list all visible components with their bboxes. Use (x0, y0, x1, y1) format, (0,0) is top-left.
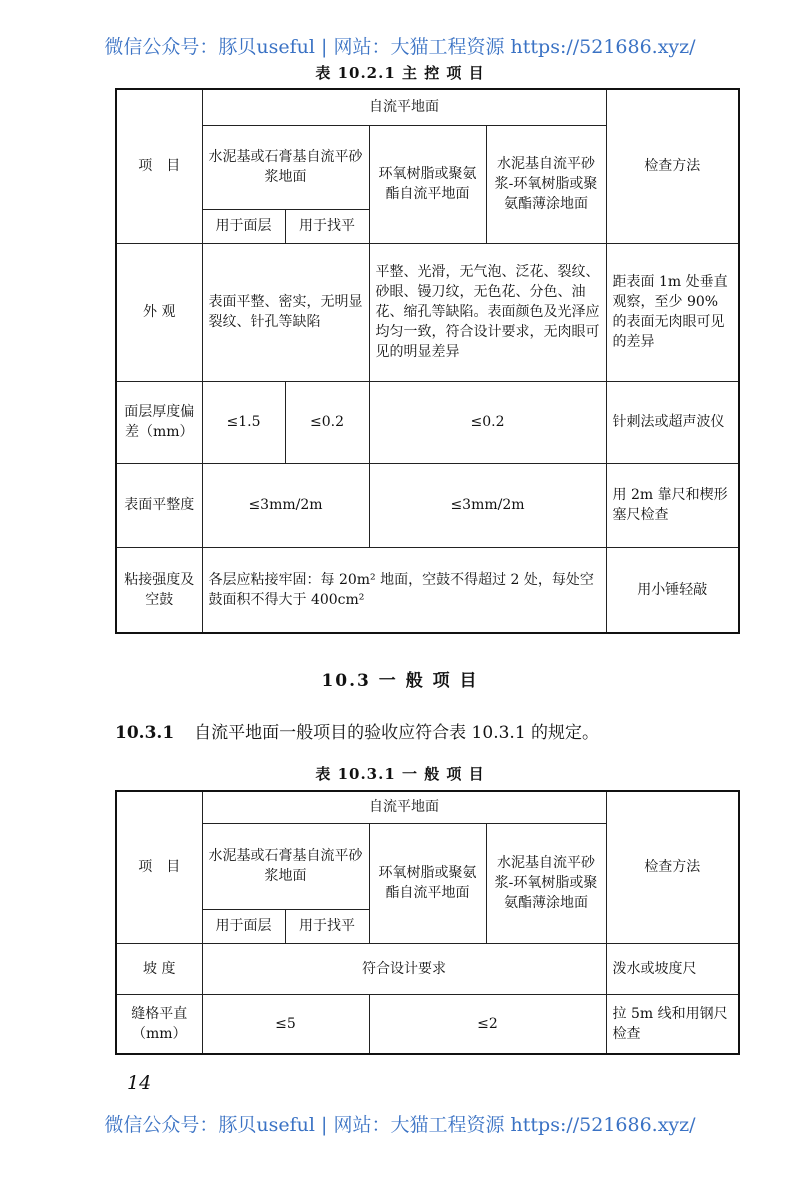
row-item: 缝格平直（mm） (116, 994, 202, 1054)
table2-caption: 表 10.3.1 一 般 项 目 (315, 765, 485, 783)
watermark-bottom: 微信公众号：豚贝useful | 网站：大猫工程资源 https://521686.xyz/ (104, 1114, 696, 1136)
table-row (116, 547, 739, 633)
cell: ≤0.2 (285, 381, 369, 463)
header-col-c: 水泥基自流平砂浆-环氧树脂或聚氨酯薄涂地面 (486, 823, 606, 943)
table1-caption: 表 10.2.1 主 控 项 目 (315, 64, 485, 82)
cell: 表面平整、密实，无明显裂纹、针孔等缺陷 (202, 243, 369, 381)
header-method: 检查方法 (606, 89, 739, 243)
header-col-a2: 用于找平 (285, 909, 369, 943)
row-item: 坡 度 (116, 943, 202, 994)
table-row (116, 943, 739, 994)
header-group: 自流平地面 (202, 791, 606, 823)
cell-method: 针刺法或超声波仪 (606, 381, 739, 463)
cell: ≤5 (202, 994, 369, 1054)
header-col-a2: 用于找平 (285, 209, 369, 243)
cell-method: 拉 5m 线和用钢尺检查 (606, 994, 739, 1054)
cell-method: 距表面 1m 处垂直观察，至少 90% 的表面无肉眼可见的差异 (606, 243, 739, 381)
header-col-a: 水泥基或石膏基自流平砂浆地面 (202, 823, 369, 909)
table-main-control-items (115, 88, 740, 634)
table-row (116, 243, 739, 381)
cell: 符合设计要求 (202, 943, 606, 994)
cell: ≤2 (369, 994, 606, 1054)
row-item: 面层厚度偏差（mm） (116, 381, 202, 463)
table-row (116, 463, 739, 547)
header-col-a1: 用于面层 (202, 909, 285, 943)
cell: 平整、光滑，无气泡、泛花、裂纹、砂眼、镘刀纹，无色花、分色、油花、缩孔等缺陷。表面颜色及光泽应均匀一致，符合设计要求，无肉眼可见的明显差异 (369, 243, 606, 381)
header-method: 检查方法 (606, 791, 739, 943)
header-col-a: 水泥基或石膏基自流平砂浆地面 (202, 125, 369, 209)
cell: ≤0.2 (369, 381, 606, 463)
cell-method: 泼水或坡度尺 (606, 943, 739, 994)
clause (115, 718, 599, 743)
cell: ≤1.5 (202, 381, 285, 463)
watermark-top: 微信公众号：豚贝useful | 网站：大猫工程资源 https://521686.xyz/ (104, 36, 696, 58)
header-group: 自流平地面 (202, 89, 606, 125)
header-col-b: 环氧树脂或聚氨酯自流平地面 (369, 125, 486, 243)
cell: ≤3mm/2m (202, 463, 369, 547)
header-item: 项 目 (116, 791, 202, 943)
table-row (116, 994, 739, 1054)
page-number: 14 (127, 1072, 152, 1094)
cell-method: 用 2m 靠尺和楔形塞尺检查 (606, 463, 739, 547)
row-item: 粘接强度及空鼓 (116, 547, 202, 633)
header-col-c: 水泥基自流平砂浆-环氧树脂或聚氨酯薄涂地面 (486, 125, 606, 243)
cell: 各层应粘接牢固：每 20m² 地面，空鼓不得超过 2 处，每处空鼓面积不得大于 400cm² (202, 547, 606, 633)
table-row (116, 381, 739, 463)
table-general-items (115, 790, 740, 1055)
clause-number: 10.3.1 (115, 723, 175, 743)
section-heading: 10.3 一 般 项 目 (321, 671, 479, 691)
row-item: 表面平整度 (116, 463, 202, 547)
cell: ≤3mm/2m (369, 463, 606, 547)
clause-text: 自流平地面一般项目的验收应符合表 10.3.1 的规定。 (194, 723, 600, 743)
header-col-a1: 用于面层 (202, 209, 285, 243)
row-item: 外 观 (116, 243, 202, 381)
cell-method: 用小锤轻敲 (606, 547, 739, 633)
header-col-b: 环氧树脂或聚氨酯自流平地面 (369, 823, 486, 943)
header-item: 项 目 (116, 89, 202, 243)
